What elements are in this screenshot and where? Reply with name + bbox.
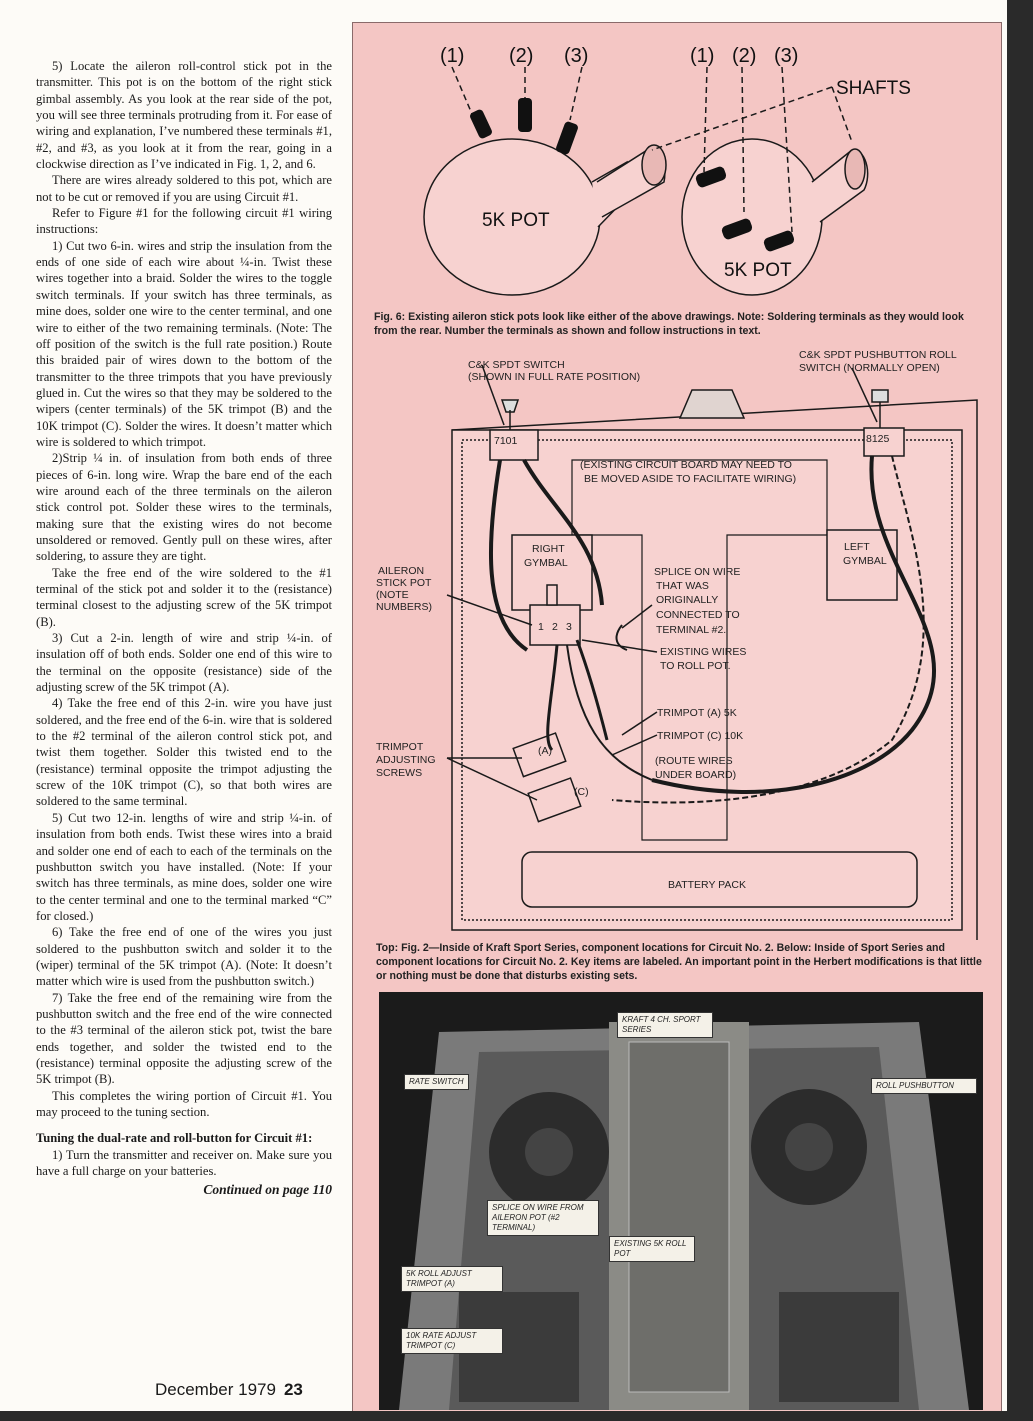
aileron-label: NUMBERS) [376, 601, 433, 613]
paragraph: 1) Cut two 6-in. wires and strip the insulation from the ends of one side of each wire about ¼-in. Twist these wires together into a braid. Solder the wires to the toggle switch terminals. If your switch has three terminals, as mine does, solder one wire to the center terminal, and one wire to either of the two remaining terminals. (Note: The off position of the switch is the full rate position.) Route this braided pair of wires down to the bottom of the transmitter to the three trimpots that you have previously glued in. Cut the wires so that they may be soldered to the wipers (center terminals) of the 5K trimpot (B) and the 10K trimpot (C). Solder the wires. It doesn’t matter which wire is soldered to which trimpot. [36, 238, 332, 449]
trimpot-screws-label: TRIMPOT [376, 741, 424, 753]
terminal-label: (2) [732, 45, 757, 67]
terminal-label: (3) [564, 45, 589, 67]
existing-wires-label: EXISTING WIRES [660, 646, 747, 658]
terminal-label: (1) [690, 45, 715, 67]
pot-terminal-number: 2 [552, 621, 558, 633]
trimpot-c-label: TRIMPOT (C) 10K [657, 730, 744, 742]
paragraph: There are wires already soldered to this pot, which are not to be cut or removed if you are using Circuit #1. [36, 173, 332, 204]
fig6-caption: Fig. 6: Existing aileron stick pots look like either of the above drawings. Note: Soldering terminals as they would look from the rear. Number the terminals as shown and follow instructions in text. [374, 311, 964, 337]
board-note: BE MOVED ASIDE TO FACILITATE WIRING) [584, 473, 797, 485]
pot-label: 5K POT [724, 260, 792, 281]
pushbutton-label: SWITCH (NORMALLY OPEN) [799, 362, 940, 374]
splice-label: CONNECTED TO [656, 609, 740, 621]
switch-label: (SHOWN IN FULL RATE POSITION) [468, 371, 641, 383]
aileron-label: (NOTE [376, 589, 409, 601]
splice-label: ORIGINALLY [656, 594, 719, 606]
paragraph: 7) Take the free end of the remaining wire from the pushbutton switch and the free end of the wire connected to the #3 terminal of the aileron stick pot, twist the bare ends together, and solder the twisted end to the (resistance) terminal opposite the adjusting screw of the 5K trimpot (B). [36, 990, 332, 1087]
paragraph: 5) Cut two 12-in. lengths of wire and strip ¼-in. of insulation from both ends. Twist these wires into a braid and solder one end of each to each of the terminals on the pushbutton switch you have installed. (Note: If your switch has three terminals, as mine does, solder one wire to the center terminal and one to the terminal marked “C” for closed.) [36, 810, 332, 923]
fig6-diagram [352, 22, 1000, 312]
page-footer [155, 1380, 303, 1400]
tuning-heading: Tuning the dual-rate and roll-button for Circuit #1: [36, 1131, 313, 1146]
right-gymbal-label: GYMBAL [524, 557, 568, 569]
photo-tag-rate-switch: RATE SWITCH [404, 1074, 469, 1090]
battery-label: BATTERY PACK [668, 879, 746, 891]
terminal-label: (3) [774, 45, 799, 67]
route-label: UNDER BOARD) [655, 769, 737, 781]
scan-edge [1007, 0, 1033, 1421]
pushbutton-part-number: 8125 [866, 433, 890, 445]
paragraph: 6) Take the free end of one of the wires you just soldered to the pushbutton switch and solder it to the (wiper) terminal of the 5K trimpot (A). (Note: It doesn’t matter which wire is used from the pushbutton switch.) [36, 925, 332, 989]
photo-tag-roll-pushbutton: ROLL PUSHBUTTON [871, 1078, 977, 1094]
left-gymbal-label: LEFT [844, 541, 870, 553]
page-number: 23 [283, 1380, 303, 1399]
terminal-label: (1) [440, 45, 465, 67]
continued-note: Continued on page 110 [203, 1182, 332, 1198]
paragraph: 5) Locate the aileron roll-control stick pot in the transmitter. This pot is on the bottom of the right stick gimbal assembly. As you look at the rear side of the pot, you will see three terminals protruding from it. For ease of wiring and explanation, I’ve numbered these terminals #1, #2, and #3, as you look at it from the rear, going in a clockwise direction as I’ve indicated in Fig. 1, 2, and 6. [36, 59, 332, 172]
left-gymbal-label: GYMBAL [843, 555, 887, 567]
existing-wires-label: TO ROLL POT. [660, 660, 731, 672]
fig2-caption: Top: Fig. 2—Inside of Kraft Sport Series, component locations for Circuit No. 2. Below: Inside of Sport Series and component locations for Circuit No. 2. Key items are labeled. An important point in the Herbert modifications is that little or nothing must be done that disturbs existing sets. [376, 942, 982, 982]
aileron-label: STICK POT [376, 577, 432, 589]
photo-tag-kraft: KRAFT 4 CH. SPORT SERIES [617, 1012, 713, 1038]
trimpot-screws-label: ADJUSTING [376, 754, 436, 766]
right-gymbal-label: RIGHT [532, 543, 565, 555]
paragraph: Take the free end of the wire soldered to the #1 terminal of the stick pot and solder it to the (resistance) terminal closest to the adjusting screw of the 5K trimpot (B). [36, 565, 332, 629]
photo-tag-splice: SPLICE ON WIRE FROM AILERON POT (#2 TERMINAL) [487, 1200, 599, 1236]
paragraph: Refer to Figure #1 for the following circuit #1 wiring instructions: [36, 206, 332, 237]
pot-label: 5K POT [482, 210, 550, 231]
photo-tag-10k-trimpot: 10K RATE ADJUST TRIMPOT (C) [401, 1328, 503, 1354]
splice-label: TERMINAL #2. [656, 624, 727, 636]
paragraph: 3) Cut a 2-in. length of wire and strip ¼-in. of insulation off of both ends. Solder one end of this wire to the terminal on the opposite (resistance) side of the adjusting screw of the 5K trimpot (A). [36, 631, 332, 695]
pushbutton-label: C&K SPDT PUSHBUTTON ROLL [799, 349, 957, 361]
photo-tag-5k-trimpot: 5K ROLL ADJUST TRIMPOT (A) [401, 1266, 503, 1292]
paragraph: This completes the wiring portion of Circuit #1. You may proceed to the tuning section. [36, 1088, 332, 1119]
splice-label: THAT WAS [656, 580, 709, 592]
switch-label: C&K SPDT SWITCH [468, 359, 565, 371]
trimpot-a-mark: (A) [538, 745, 552, 757]
paragraph: 1) Turn the transmitter and receiver on. Make sure you have a full charge on your batteries. [36, 1147, 332, 1179]
footer-date: December 1979 [155, 1380, 276, 1399]
fig2-diagram [352, 340, 1000, 940]
pot-terminal-number: 3 [566, 621, 572, 633]
pot-terminal-number: 1 [538, 621, 544, 633]
photo-tag-existing-pot: EXISTING 5K ROLL POT [609, 1236, 695, 1262]
paragraph: 2)Strip ¼ in. of insulation from both ends of three pieces of 6-in. long wire. Wrap the bare end of the each wire around each of the three terminals on the aileron stick control pot. Solder these wires to the terminals, making sure that the existing wires do not become unsoldered or removed. Gently pull on these wires, after soldering, to assure they are tight. [36, 451, 332, 564]
trimpot-a-label: TRIMPOT (A) 5K [657, 707, 737, 719]
trimpot-screws-label: SCREWS [376, 767, 423, 779]
scan-edge [0, 1411, 1033, 1421]
route-label: (ROUTE WIRES [655, 755, 733, 767]
splice-label: SPLICE ON WIRE [654, 566, 741, 578]
transmitter-photo [379, 992, 983, 1410]
paragraph: 4) Take the free end of this 2-in. wire you have just soldered, and the free end of the 6-in. wire that is soldered to the #2 terminal of the aileron control stick pot, and twist them together. Solder this twisted end to the (resistance) terminal opposite the trimpot adjusting the screw of the 10K trimpot (C), so that both wires are soldered to the same terminal. [36, 696, 332, 809]
shafts-label: SHAFTS [836, 78, 911, 99]
terminal-label: (2) [509, 45, 534, 67]
aileron-label: AILERON [378, 565, 425, 577]
switch-part-number: 7101 [494, 435, 518, 447]
trimpot-c-mark: (C) [574, 786, 589, 798]
board-note: (EXISTING CIRCUIT BOARD MAY NEED TO [580, 459, 792, 471]
article-column [36, 58, 332, 1199]
